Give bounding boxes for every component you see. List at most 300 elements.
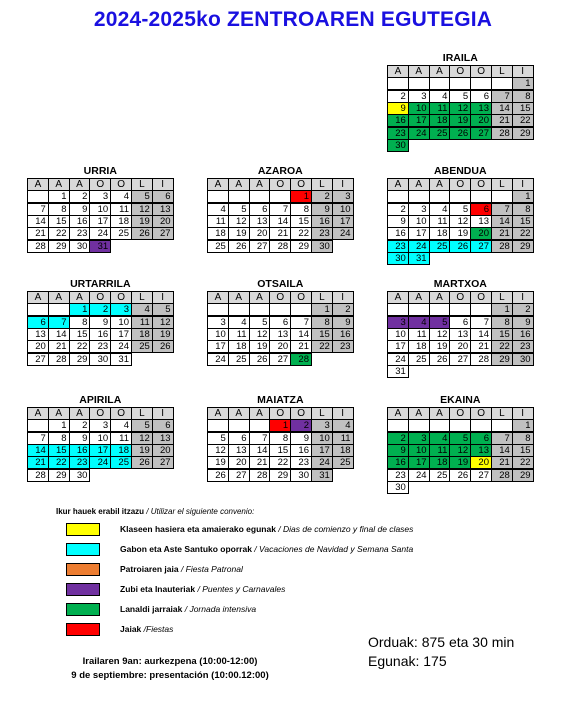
legend-label: Klaseen hasiera eta amaierako egunak / Dias de comienzo y final de clases bbox=[120, 524, 414, 534]
day-cell: 9 bbox=[89, 316, 111, 329]
day-cell: 10 bbox=[387, 328, 409, 341]
day-cell: 9 bbox=[387, 444, 409, 457]
day-cell: 9 bbox=[69, 432, 91, 445]
day-cell: 26 bbox=[228, 240, 250, 253]
day-cell: 30 bbox=[69, 240, 91, 253]
day-cell: 16 bbox=[387, 227, 409, 240]
weekday-header: O bbox=[110, 407, 132, 420]
day-cell: 6 bbox=[269, 316, 291, 329]
weekday-header: O bbox=[89, 291, 111, 304]
day-cell: 24 bbox=[311, 456, 333, 469]
day-cell: 3 bbox=[89, 190, 111, 203]
day-cell: 3 bbox=[89, 419, 111, 432]
day-cell: 23 bbox=[387, 240, 409, 253]
weekday-header: A bbox=[207, 178, 229, 191]
weekday-header: O bbox=[269, 407, 291, 420]
empty-cell bbox=[408, 303, 430, 316]
day-cell: 10 bbox=[408, 215, 430, 228]
day-cell: 7 bbox=[27, 432, 49, 445]
weekday-header: O bbox=[470, 65, 492, 78]
day-cell: 5 bbox=[152, 303, 174, 316]
day-cell: 20 bbox=[269, 340, 291, 353]
weekday-header: O bbox=[449, 291, 471, 304]
weekday-header: A bbox=[387, 291, 409, 304]
day-cell: 27 bbox=[470, 240, 492, 253]
day-cell: 23 bbox=[311, 227, 333, 240]
day-cell: 17 bbox=[332, 215, 354, 228]
day-cell: 4 bbox=[332, 419, 354, 432]
weekday-header: A bbox=[228, 291, 250, 304]
day-cell: 18 bbox=[408, 340, 430, 353]
day-cell: 24 bbox=[89, 456, 111, 469]
day-cell: 24 bbox=[89, 227, 111, 240]
day-cell: 3 bbox=[387, 316, 409, 329]
day-cell: 16 bbox=[311, 215, 333, 228]
day-cell: 9 bbox=[332, 316, 354, 329]
day-cell: 24 bbox=[408, 240, 430, 253]
day-cell: 15 bbox=[512, 444, 534, 457]
day-cell: 21 bbox=[470, 340, 492, 353]
empty-cell bbox=[387, 190, 409, 203]
day-cell: 7 bbox=[290, 316, 312, 329]
day-cell: 27 bbox=[269, 353, 291, 366]
day-cell: 3 bbox=[110, 303, 132, 316]
weekday-header: O bbox=[290, 407, 312, 420]
weekday-header: A bbox=[429, 291, 451, 304]
presentation-note-eu: Irailaren 9an: aurkezpena (10:00-12:00) bbox=[82, 656, 258, 667]
day-cell: 11 bbox=[228, 328, 250, 341]
legend-swatch bbox=[66, 583, 100, 596]
day-cell: 10 bbox=[89, 432, 111, 445]
empty-cell bbox=[290, 303, 312, 316]
day-cell: 29 bbox=[69, 353, 91, 366]
weekday-header: L bbox=[311, 407, 333, 420]
legend-label: Jaiak /Fiestas bbox=[120, 624, 174, 634]
empty-cell bbox=[491, 190, 513, 203]
day-cell: 4 bbox=[408, 316, 430, 329]
weekday-header: L bbox=[311, 178, 333, 191]
day-cell: 22 bbox=[269, 456, 291, 469]
day-cell: 9 bbox=[512, 316, 534, 329]
day-cell: 4 bbox=[429, 203, 451, 216]
weekday-header: L bbox=[491, 178, 513, 191]
day-cell: 19 bbox=[429, 340, 451, 353]
empty-cell bbox=[470, 303, 492, 316]
day-cell: 17 bbox=[110, 328, 132, 341]
weekday-header: O bbox=[470, 291, 492, 304]
day-cell: 15 bbox=[48, 444, 70, 457]
day-cell: 21 bbox=[249, 456, 271, 469]
day-cell: 18 bbox=[207, 227, 229, 240]
day-cell: 4 bbox=[110, 419, 132, 432]
legend-swatch bbox=[66, 603, 100, 616]
empty-cell bbox=[249, 190, 271, 203]
empty-cell bbox=[470, 190, 492, 203]
weekday-header: A bbox=[27, 291, 49, 304]
day-cell: 6 bbox=[27, 316, 49, 329]
day-cell: 11 bbox=[429, 444, 451, 457]
day-cell: 23 bbox=[332, 340, 354, 353]
day-cell: 7 bbox=[249, 432, 271, 445]
weekday-header: I bbox=[152, 178, 174, 191]
day-cell: 24 bbox=[110, 340, 132, 353]
day-cell: 1 bbox=[512, 77, 534, 90]
day-cell: 23 bbox=[387, 469, 409, 482]
day-cell: 15 bbox=[491, 328, 513, 341]
weekday-header: A bbox=[249, 178, 271, 191]
day-cell: 8 bbox=[48, 432, 70, 445]
day-cell: 22 bbox=[512, 114, 534, 127]
day-cell: 25 bbox=[429, 127, 451, 140]
weekday-header: A bbox=[69, 407, 91, 420]
day-cell: 19 bbox=[131, 444, 153, 457]
day-cell: 28 bbox=[491, 127, 513, 140]
day-cell: 25 bbox=[429, 240, 451, 253]
empty-cell bbox=[491, 77, 513, 90]
day-cell: 9 bbox=[311, 203, 333, 216]
day-cell: 5 bbox=[207, 432, 229, 445]
day-cell: 16 bbox=[69, 444, 91, 457]
day-cell: 2 bbox=[69, 419, 91, 432]
day-cell: 2 bbox=[387, 90, 409, 103]
day-cell: 18 bbox=[429, 227, 451, 240]
day-cell: 18 bbox=[429, 456, 451, 469]
weekday-header: A bbox=[48, 407, 70, 420]
day-cell: 5 bbox=[228, 203, 250, 216]
presentation-note-es: 9 de septiembre: presentación (10:00.12:00) bbox=[71, 670, 269, 681]
day-cell: 10 bbox=[207, 328, 229, 341]
day-cell: 5 bbox=[131, 419, 153, 432]
day-cell: 8 bbox=[290, 203, 312, 216]
day-cell: 6 bbox=[152, 190, 174, 203]
legend-swatch bbox=[66, 623, 100, 636]
day-cell: 6 bbox=[449, 316, 471, 329]
day-cell: 18 bbox=[228, 340, 250, 353]
day-cell: 27 bbox=[449, 353, 471, 366]
day-cell: 14 bbox=[249, 444, 271, 457]
day-cell: 31 bbox=[89, 240, 111, 253]
empty-cell bbox=[449, 77, 471, 90]
day-cell: 29 bbox=[512, 127, 534, 140]
day-cell: 27 bbox=[470, 469, 492, 482]
day-cell: 11 bbox=[207, 215, 229, 228]
day-cell: 22 bbox=[290, 227, 312, 240]
day-cell: 4 bbox=[207, 203, 229, 216]
day-cell: 12 bbox=[449, 444, 471, 457]
day-cell: 17 bbox=[311, 444, 333, 457]
day-cell: 18 bbox=[332, 444, 354, 457]
day-cell: 27 bbox=[152, 456, 174, 469]
day-cell: 19 bbox=[228, 227, 250, 240]
day-cell: 12 bbox=[228, 215, 250, 228]
day-cell: 1 bbox=[290, 190, 312, 203]
day-cell: 15 bbox=[311, 328, 333, 341]
day-cell: 1 bbox=[48, 419, 70, 432]
day-cell: 30 bbox=[512, 353, 534, 366]
day-cell: 3 bbox=[408, 203, 430, 216]
day-cell: 12 bbox=[131, 203, 153, 216]
day-cell: 24 bbox=[387, 353, 409, 366]
weekday-header: A bbox=[48, 291, 70, 304]
day-cell: 2 bbox=[387, 203, 409, 216]
weekday-header: A bbox=[429, 178, 451, 191]
day-cell: 10 bbox=[89, 203, 111, 216]
day-cell: 28 bbox=[470, 353, 492, 366]
weekday-header: A bbox=[387, 178, 409, 191]
day-cell: 25 bbox=[408, 353, 430, 366]
day-cell: 14 bbox=[491, 215, 513, 228]
day-cell: 3 bbox=[332, 190, 354, 203]
day-cell: 8 bbox=[512, 432, 534, 445]
day-cell: 18 bbox=[110, 215, 132, 228]
empty-cell bbox=[408, 190, 430, 203]
weekday-header: O bbox=[470, 178, 492, 191]
weekday-header: O bbox=[290, 178, 312, 191]
legend-label: Patroiaren jaia / Fiesta Patronal bbox=[120, 564, 243, 574]
day-cell: 9 bbox=[387, 215, 409, 228]
day-cell: 17 bbox=[408, 456, 430, 469]
day-cell: 5 bbox=[449, 90, 471, 103]
day-cell: 16 bbox=[89, 328, 111, 341]
weekday-header: I bbox=[512, 178, 534, 191]
month-name: EKAINA bbox=[440, 394, 481, 406]
day-cell: 7 bbox=[491, 90, 513, 103]
day-cell: 22 bbox=[491, 340, 513, 353]
total-days: Egunak: 175 bbox=[368, 653, 447, 669]
day-cell: 7 bbox=[27, 203, 49, 216]
weekday-header: A bbox=[27, 178, 49, 191]
day-cell: 4 bbox=[131, 303, 153, 316]
day-cell: 29 bbox=[290, 240, 312, 253]
day-cell: 3 bbox=[311, 419, 333, 432]
empty-cell bbox=[449, 190, 471, 203]
empty-cell bbox=[491, 419, 513, 432]
day-cell: 19 bbox=[207, 456, 229, 469]
weekday-header: O bbox=[269, 291, 291, 304]
day-cell: 7 bbox=[48, 316, 70, 329]
day-cell: 14 bbox=[27, 215, 49, 228]
weekday-header: I bbox=[512, 407, 534, 420]
empty-cell bbox=[228, 190, 250, 203]
day-cell: 30 bbox=[387, 139, 409, 152]
day-cell: 27 bbox=[249, 240, 271, 253]
day-cell: 12 bbox=[131, 432, 153, 445]
day-cell: 17 bbox=[408, 114, 430, 127]
month-name: IRAILA bbox=[442, 52, 478, 64]
day-cell: 28 bbox=[491, 240, 513, 253]
day-cell: 16 bbox=[290, 444, 312, 457]
day-cell: 26 bbox=[449, 127, 471, 140]
weekday-header: I bbox=[152, 291, 174, 304]
day-cell: 31 bbox=[408, 252, 430, 265]
day-cell: 17 bbox=[89, 444, 111, 457]
day-cell: 7 bbox=[491, 203, 513, 216]
day-cell: 11 bbox=[408, 328, 430, 341]
day-cell: 26 bbox=[131, 456, 153, 469]
day-cell: 22 bbox=[69, 340, 91, 353]
day-cell: 29 bbox=[512, 240, 534, 253]
day-cell: 3 bbox=[408, 90, 430, 103]
day-cell: 23 bbox=[69, 456, 91, 469]
day-cell: 15 bbox=[69, 328, 91, 341]
day-cell: 24 bbox=[332, 227, 354, 240]
weekday-header: A bbox=[408, 407, 430, 420]
day-cell: 26 bbox=[449, 240, 471, 253]
month-name: URRIA bbox=[83, 165, 117, 177]
day-cell: 20 bbox=[27, 340, 49, 353]
empty-cell bbox=[207, 190, 229, 203]
weekday-header: A bbox=[429, 65, 451, 78]
day-cell: 14 bbox=[269, 215, 291, 228]
day-cell: 17 bbox=[207, 340, 229, 353]
day-cell: 2 bbox=[512, 303, 534, 316]
month-name: ABENDUA bbox=[434, 165, 487, 177]
day-cell: 9 bbox=[387, 102, 409, 115]
day-cell: 8 bbox=[311, 316, 333, 329]
day-cell: 23 bbox=[89, 340, 111, 353]
weekday-header: O bbox=[110, 291, 132, 304]
day-cell: 8 bbox=[512, 90, 534, 103]
day-cell: 20 bbox=[249, 227, 271, 240]
day-cell: 1 bbox=[512, 190, 534, 203]
day-cell: 12 bbox=[449, 102, 471, 115]
legend-swatch bbox=[66, 563, 100, 576]
empty-cell bbox=[429, 190, 451, 203]
day-cell: 11 bbox=[110, 432, 132, 445]
day-cell: 31 bbox=[387, 365, 409, 378]
day-cell: 1 bbox=[311, 303, 333, 316]
empty-cell bbox=[249, 419, 271, 432]
day-cell: 25 bbox=[110, 456, 132, 469]
weekday-header: A bbox=[408, 178, 430, 191]
weekday-header: A bbox=[207, 291, 229, 304]
day-cell: 28 bbox=[491, 469, 513, 482]
empty-cell bbox=[249, 303, 271, 316]
weekday-header: I bbox=[332, 178, 354, 191]
day-cell: 12 bbox=[152, 316, 174, 329]
day-cell: 5 bbox=[449, 432, 471, 445]
day-cell: 10 bbox=[311, 432, 333, 445]
total-hours: Orduak: 875 eta 30 min bbox=[368, 634, 515, 650]
empty-cell bbox=[27, 419, 49, 432]
day-cell: 25 bbox=[228, 353, 250, 366]
day-cell: 2 bbox=[69, 190, 91, 203]
legend-swatch bbox=[66, 543, 100, 556]
day-cell: 1 bbox=[48, 190, 70, 203]
weekday-header: O bbox=[269, 178, 291, 191]
month-name: MAIATZA bbox=[257, 394, 304, 406]
day-cell: 2 bbox=[387, 432, 409, 445]
weekday-header: A bbox=[207, 407, 229, 420]
day-cell: 31 bbox=[311, 469, 333, 482]
weekday-header: O bbox=[449, 407, 471, 420]
day-cell: 13 bbox=[269, 328, 291, 341]
day-cell: 20 bbox=[152, 444, 174, 457]
day-cell: 8 bbox=[48, 203, 70, 216]
empty-cell bbox=[269, 190, 291, 203]
day-cell: 2 bbox=[311, 190, 333, 203]
legend-label: Zubi eta Inauteriak / Puentes y Carnavales bbox=[120, 584, 286, 594]
day-cell: 8 bbox=[269, 432, 291, 445]
weekday-header: A bbox=[48, 178, 70, 191]
day-cell: 27 bbox=[470, 127, 492, 140]
day-cell: 5 bbox=[449, 203, 471, 216]
day-cell: 3 bbox=[408, 432, 430, 445]
empty-cell bbox=[269, 303, 291, 316]
day-cell: 1 bbox=[491, 303, 513, 316]
day-cell: 14 bbox=[491, 102, 513, 115]
empty-cell bbox=[429, 303, 451, 316]
day-cell: 31 bbox=[110, 353, 132, 366]
day-cell: 23 bbox=[387, 127, 409, 140]
day-cell: 13 bbox=[470, 444, 492, 457]
day-cell: 24 bbox=[408, 469, 430, 482]
day-cell: 26 bbox=[152, 340, 174, 353]
empty-cell bbox=[27, 190, 49, 203]
day-cell: 20 bbox=[470, 456, 492, 469]
day-cell: 5 bbox=[249, 316, 271, 329]
day-cell: 2 bbox=[332, 303, 354, 316]
weekday-header: O bbox=[110, 178, 132, 191]
day-cell: 4 bbox=[429, 90, 451, 103]
page-title: 2024-2025ko ZENTROAREN EGUTEGIA bbox=[93, 8, 493, 31]
day-cell: 16 bbox=[387, 114, 409, 127]
day-cell: 23 bbox=[290, 456, 312, 469]
day-cell: 28 bbox=[249, 469, 271, 482]
weekday-header: O bbox=[89, 178, 111, 191]
weekday-header: L bbox=[491, 291, 513, 304]
month-name: APIRILA bbox=[79, 394, 122, 406]
day-cell: 12 bbox=[207, 444, 229, 457]
day-cell: 10 bbox=[332, 203, 354, 216]
empty-cell bbox=[48, 303, 70, 316]
day-cell: 13 bbox=[152, 432, 174, 445]
empty-cell bbox=[408, 419, 430, 432]
day-cell: 29 bbox=[269, 469, 291, 482]
legend-label: Gabon eta Aste Santuko oporrak / Vacaciones de Navidad y Semana Santa bbox=[120, 544, 414, 554]
day-cell: 30 bbox=[311, 240, 333, 253]
weekday-header: A bbox=[27, 407, 49, 420]
day-cell: 3 bbox=[207, 316, 229, 329]
day-cell: 6 bbox=[470, 432, 492, 445]
weekday-header: O bbox=[470, 407, 492, 420]
day-cell: 14 bbox=[470, 328, 492, 341]
day-cell: 18 bbox=[131, 328, 153, 341]
day-cell: 11 bbox=[110, 203, 132, 216]
empty-cell bbox=[449, 303, 471, 316]
day-cell: 28 bbox=[290, 353, 312, 366]
day-cell: 14 bbox=[290, 328, 312, 341]
day-cell: 10 bbox=[408, 102, 430, 115]
day-cell: 28 bbox=[27, 240, 49, 253]
weekday-header: A bbox=[408, 65, 430, 78]
weekday-header: L bbox=[131, 291, 153, 304]
day-cell: 22 bbox=[311, 340, 333, 353]
day-cell: 21 bbox=[48, 340, 70, 353]
day-cell: 13 bbox=[249, 215, 271, 228]
day-cell: 13 bbox=[470, 102, 492, 115]
weekday-header: A bbox=[228, 178, 250, 191]
day-cell: 30 bbox=[387, 252, 409, 265]
weekday-header: L bbox=[311, 291, 333, 304]
day-cell: 28 bbox=[48, 353, 70, 366]
weekday-header: I bbox=[152, 407, 174, 420]
day-cell: 26 bbox=[131, 227, 153, 240]
weekday-header: L bbox=[131, 407, 153, 420]
day-cell: 12 bbox=[249, 328, 271, 341]
weekday-header: A bbox=[69, 178, 91, 191]
day-cell: 17 bbox=[89, 215, 111, 228]
